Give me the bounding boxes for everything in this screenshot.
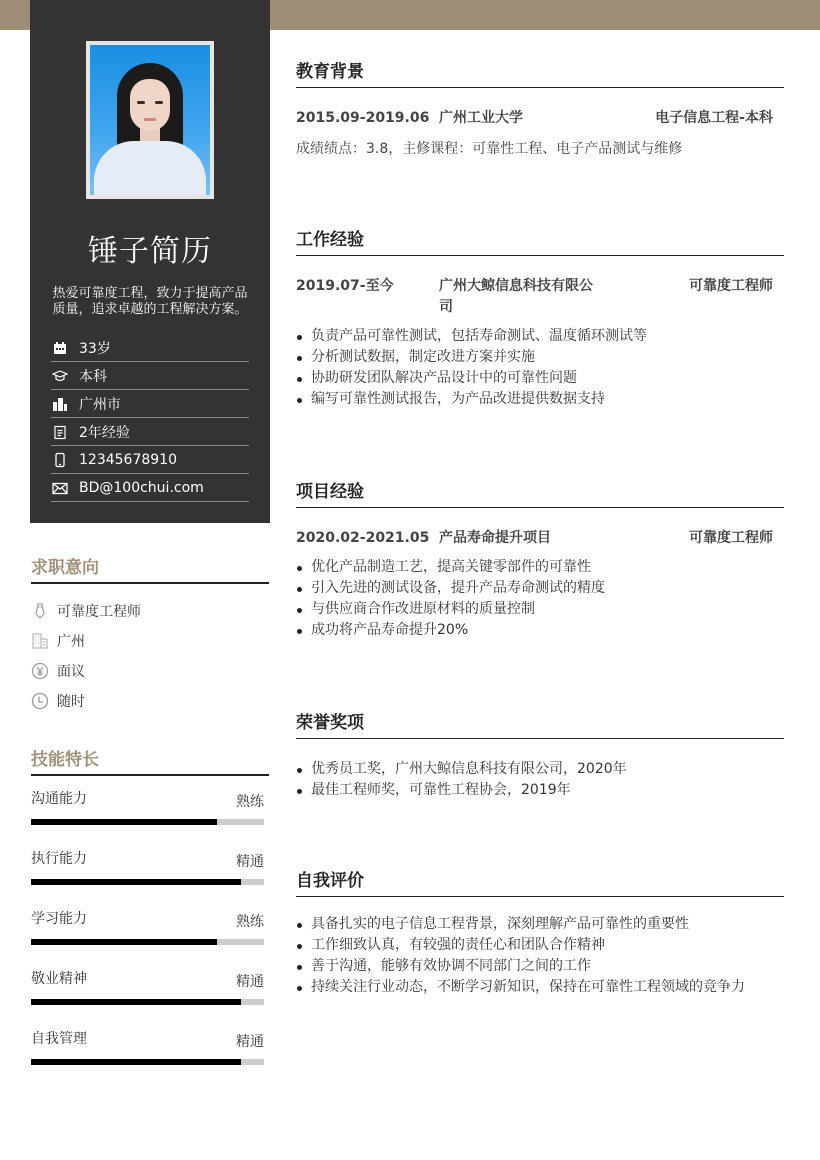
section-title-self-evaluation: 自我评价 (296, 866, 784, 897)
section-title-skills: 技能特长 (31, 745, 269, 776)
education-row: 2015.09-2019.06 广州工业大学 电子信息工程-本科 (296, 110, 773, 126)
phone-icon (51, 446, 79, 474)
section-title-honors: 荣誉奖项 (296, 708, 784, 739)
skill-bar (31, 939, 264, 945)
clock-icon (31, 692, 57, 710)
calendar-icon (51, 334, 79, 362)
info-experience: 2年经验 (51, 418, 249, 446)
section-self-evaluation (296, 866, 784, 998)
skill-bar (31, 1059, 264, 1065)
section-education (296, 57, 784, 158)
section-title-project: 项目经验 (296, 477, 784, 508)
info-education: 本科 (51, 362, 249, 390)
basic-info-list (51, 334, 249, 502)
section-work (296, 225, 784, 410)
skill-bar (31, 879, 264, 885)
honors-bullets: 优秀员工奖，广州大鲸信息科技有限公司，2020年 最佳工程师奖，可靠性工程协会，2019年 (296, 759, 784, 801)
intent-position: 可靠度工程师 (31, 596, 269, 626)
tie-icon (31, 602, 57, 620)
section-project (296, 477, 784, 641)
intent-city: 广州 (31, 626, 269, 656)
skill-bar (31, 819, 264, 825)
graduation-cap-icon (51, 362, 79, 390)
info-age: 33岁 (51, 334, 249, 362)
skill-item: 敬业精神 精通 (31, 968, 264, 1028)
skill-item: 学习能力 熟练 (31, 908, 264, 968)
education-detail: 成绩绩点：3.8，主修课程：可靠性工程、电子产品测试与维修 (296, 141, 683, 157)
self-evaluation-bullets: 具备扎实的电子信息工程背景，深刻理解产品可靠性的重要性 工作细致认真，有较强的责任心和团队合作精神 善于沟通，能够有效协调不同部门之间的工作 持续关注行业动态，不断学习新知识，保持在可靠性工程领域的竞争力 (296, 914, 784, 998)
building-icon (31, 632, 57, 650)
skill-bar (31, 999, 264, 1005)
skill-item: 自我管理 精通 (31, 1028, 264, 1088)
clipboard-icon (51, 418, 79, 446)
photo-frame (86, 41, 214, 199)
building-icon (51, 390, 79, 418)
project-bullets: 优化产品制造工艺，提高关键零部件的可靠性 引入先进的测试设备，提升产品寿命测试的精度 与供应商合作改进原材料的质量控制 成功将产品寿命提升20% (296, 557, 784, 641)
info-email[interactable]: BD@100chui.com (51, 474, 249, 502)
intent-availability: 随时 (31, 686, 269, 716)
section-title-work: 工作经验 (296, 225, 784, 256)
intent-salary: 面议 (31, 656, 269, 686)
section-title-intent: 求职意向 (31, 553, 269, 584)
work-bullets: 负责产品可靠性测试，包括寿命测试、温度循环测试等 分析测试数据，制定改进方案并实施 协助研发团队解决产品设计中的可靠性问题 编写可靠性测试报告，为产品改进提供数据支持 (296, 326, 784, 410)
project-row: 2020.02-2021.05 产品寿命提升项目 可靠度工程师 (296, 530, 773, 546)
profile-panel (30, 0, 270, 523)
info-city: 广州市 (51, 390, 249, 418)
resume-name: 锤子简历 (88, 234, 212, 269)
intent-list (31, 596, 269, 716)
work-row: 2019.07-至今 广州大鲸信息科技有限公司 可靠度工程师 (296, 278, 773, 315)
info-phone: 12345678910 (51, 446, 249, 474)
skill-item: 沟通能力 熟练 (31, 788, 264, 848)
skill-item: 执行能力 精通 (31, 848, 264, 908)
mail-icon (51, 474, 79, 502)
motto: 热爱可靠度工程，致力于提高产品质量，追求卓越的工程解决方案。 (52, 286, 248, 317)
profile-photo (90, 45, 210, 195)
yen-icon (31, 662, 57, 680)
section-honors (296, 708, 784, 801)
skills-list (31, 788, 264, 1088)
section-title-education: 教育背景 (296, 57, 784, 88)
